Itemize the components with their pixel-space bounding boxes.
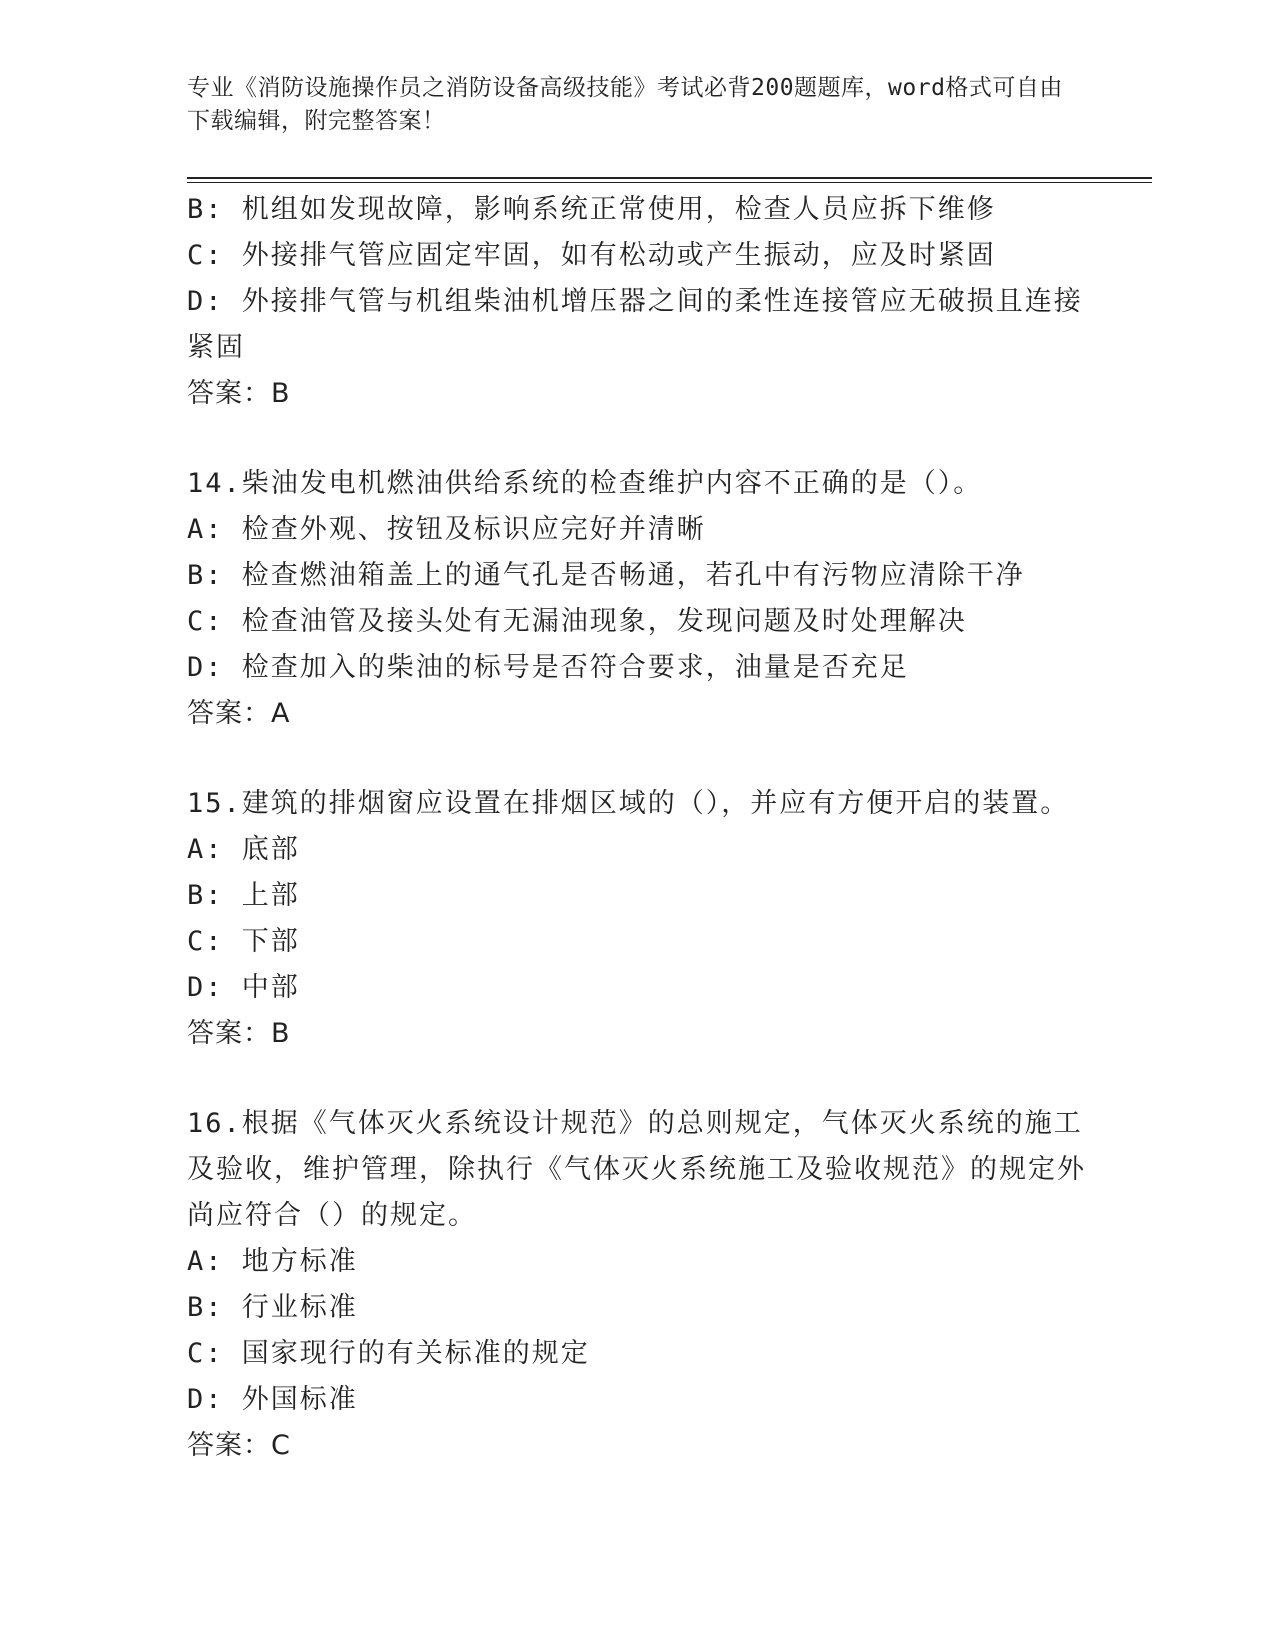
question-15 xyxy=(187,781,1087,1057)
question-list xyxy=(187,187,1087,1469)
spacer xyxy=(187,417,1087,461)
answer: 答案：B xyxy=(187,378,291,409)
question-stem: 16.根据《气体灭火系统设计规范》的总则规定，气体灭火系统的施工及验收，维护管理，除执行《气体灭火系统施工及验收规范》的规定外尚应符合（）的规定。 xyxy=(187,1108,1086,1231)
spacer xyxy=(187,1057,1087,1101)
question-stem: 14.柴油发电机燃油供给系统的检查维护内容不正确的是（）。 xyxy=(187,468,983,499)
option-b: B: 检查燃油箱盖上的通气孔是否畅通，若孔中有污物应清除干净 xyxy=(187,560,1025,591)
header-divider-thick xyxy=(187,177,1152,179)
option-a: A: 检查外观、按钮及标识应完好并清晰 xyxy=(187,514,706,545)
option-d: D: 检查加入的柴油的标号是否符合要求，油量是否充足 xyxy=(187,652,909,683)
option-a: A: 地方标准 xyxy=(187,1246,358,1277)
answer: 答案：C xyxy=(187,1430,291,1461)
option-d: D: 中部 xyxy=(187,972,300,1003)
spacer xyxy=(187,737,1087,781)
question-stem: 15.建筑的排烟窗应设置在排烟区域的（），并应有方便开启的装置。 xyxy=(187,788,1070,819)
option-a: A: 底部 xyxy=(187,834,300,865)
option-b: B: 上部 xyxy=(187,880,300,911)
option-c: C: 国家现行的有关标准的规定 xyxy=(187,1338,590,1369)
option-b: B: 行业标准 xyxy=(187,1292,358,1323)
header-divider-thin xyxy=(187,182,1152,183)
option-c: C: 外接排气管应固定牢固，如有松动或产生振动，应及时紧固 xyxy=(187,240,996,271)
question-13-continued xyxy=(187,187,1087,417)
answer: 答案：A xyxy=(187,698,291,729)
document-header: 专业《消防设施操作员之消防设备高级技能》考试必背200题题库，word格式可自由下载编辑，附完整答案！ xyxy=(187,75,1063,134)
question-16 xyxy=(187,1101,1087,1469)
option-d: D: 外国标准 xyxy=(187,1384,358,1415)
answer: 答案：B xyxy=(187,1018,291,1049)
question-14 xyxy=(187,461,1087,737)
option-c: C: 下部 xyxy=(187,926,300,957)
option-b: B: 机组如发现故障，影响系统正常使用，检查人员应拆下维修 xyxy=(187,194,996,225)
option-c: C: 检查油管及接头处有无漏油现象，发现问题及时处理解决 xyxy=(187,606,967,637)
option-d: D: 外接排气管与机组柴油机增压器之间的柔性连接管应无破损且连接紧固 xyxy=(187,286,1083,363)
